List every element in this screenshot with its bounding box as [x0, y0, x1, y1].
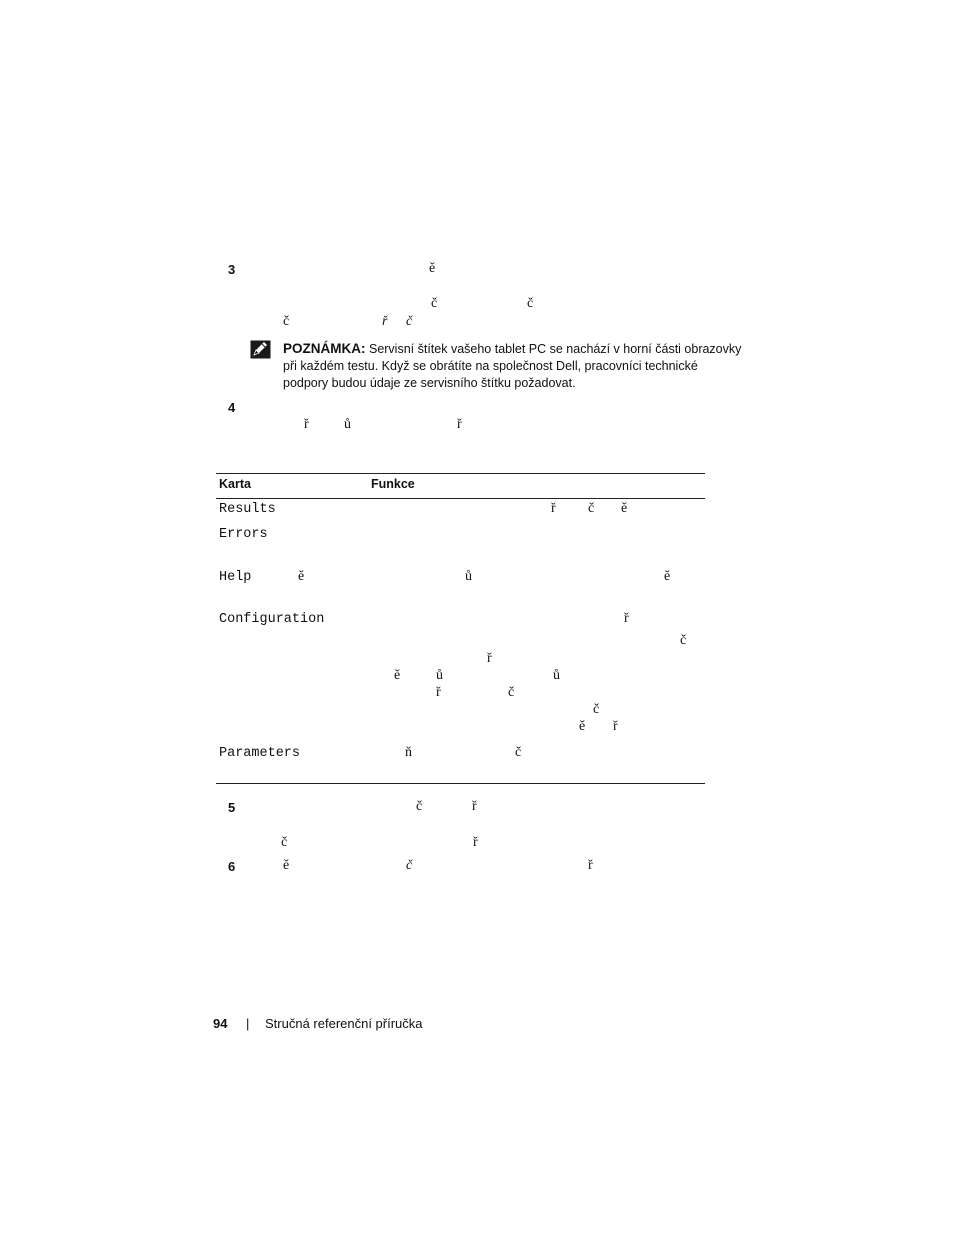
pencil-note-icon: [250, 340, 271, 359]
note-line-1: [283, 340, 741, 359]
table-row-configuration-fragment: ř: [613, 719, 618, 734]
footer-separator: |: [246, 1016, 250, 1031]
table-row-parameters-tab: Parameters: [219, 746, 301, 761]
table-row-parameters-fragment: č: [515, 745, 522, 760]
table-row-configuration-fragment: ř: [487, 651, 492, 666]
table-row-configuration-fragment: č: [508, 685, 515, 700]
table-row-results-fragment: ř: [551, 501, 556, 516]
step-4-text-fragment: ů: [344, 417, 351, 432]
table-top-rule: [216, 473, 705, 474]
table-row-configuration-fragment: č: [593, 702, 600, 717]
step-5-text-fragment: č: [281, 835, 288, 850]
step-5-number: 5: [228, 800, 236, 815]
table-row-results-fragment: č: [588, 501, 595, 516]
table-row-errors-tab: Errors: [219, 527, 268, 542]
table-row-help-fragment: ě: [664, 569, 671, 584]
step-4-text-fragment: ř: [457, 417, 462, 432]
footer-title: Stručná referenční příručka: [265, 1016, 423, 1031]
note-label: POZNÁMKA:: [283, 341, 366, 356]
note-line-2: při každém testu. Když se obrátíte na společnost Dell, pracovníci technické: [283, 359, 698, 373]
step-3-text-fragment: č: [406, 314, 413, 329]
table-row-configuration-fragment: ů: [553, 668, 560, 683]
step-3-text-fragment: č: [431, 296, 438, 311]
table-row-help-tab: Help: [219, 570, 252, 585]
step-6-number: 6: [228, 859, 236, 874]
step-6-text-fragment: ě: [283, 858, 290, 873]
table-row-results-fragment: ě: [621, 501, 628, 516]
table-row-results-tab: Results: [219, 502, 276, 517]
step-3-number: 3: [228, 262, 236, 277]
step-6-text-fragment: č: [406, 858, 413, 873]
table-row-parameters-fragment: ň: [405, 745, 412, 760]
step-5-text-fragment: ř: [473, 835, 478, 850]
table-row-configuration-tab: Configuration: [219, 612, 325, 627]
page-number: 94: [213, 1016, 228, 1031]
step-3-text-fragment: č: [283, 314, 290, 329]
table-header-karta: Karta: [219, 477, 251, 491]
note-line-3: podpory budou údaje ze servisního štítku požadovat.: [283, 376, 576, 390]
step-3-text-fragment: ř: [382, 314, 388, 329]
table-row-configuration-fragment: ě: [394, 668, 401, 683]
note-text-1: Servisní štítek vašeho tablet PC se nachází v horní části obrazovky: [368, 342, 742, 356]
step-3-text-fragment: ě: [429, 261, 436, 276]
table-header-funkce: Funkce: [371, 477, 415, 491]
table-row-configuration-fragment: ř: [436, 685, 441, 700]
table-row-help-fragment: ě: [298, 569, 305, 584]
table-row-help-fragment: ů: [465, 569, 472, 584]
table-row-configuration-fragment: č: [680, 633, 687, 648]
step-6-text-fragment: ř: [588, 858, 593, 873]
step-4-number: 4: [228, 400, 236, 415]
step-5-text-fragment: č: [416, 799, 423, 814]
step-5-text-fragment: ř: [472, 799, 477, 814]
table-row-configuration-fragment: ů: [436, 668, 443, 683]
table-row-configuration-fragment: ě: [579, 719, 586, 734]
table-row-configuration-fragment: ř: [624, 611, 629, 626]
table-bottom-rule: [216, 783, 705, 784]
table-header-rule: [216, 498, 705, 499]
step-4-text-fragment: ř: [304, 417, 309, 432]
step-3-text-fragment: č: [527, 296, 534, 311]
